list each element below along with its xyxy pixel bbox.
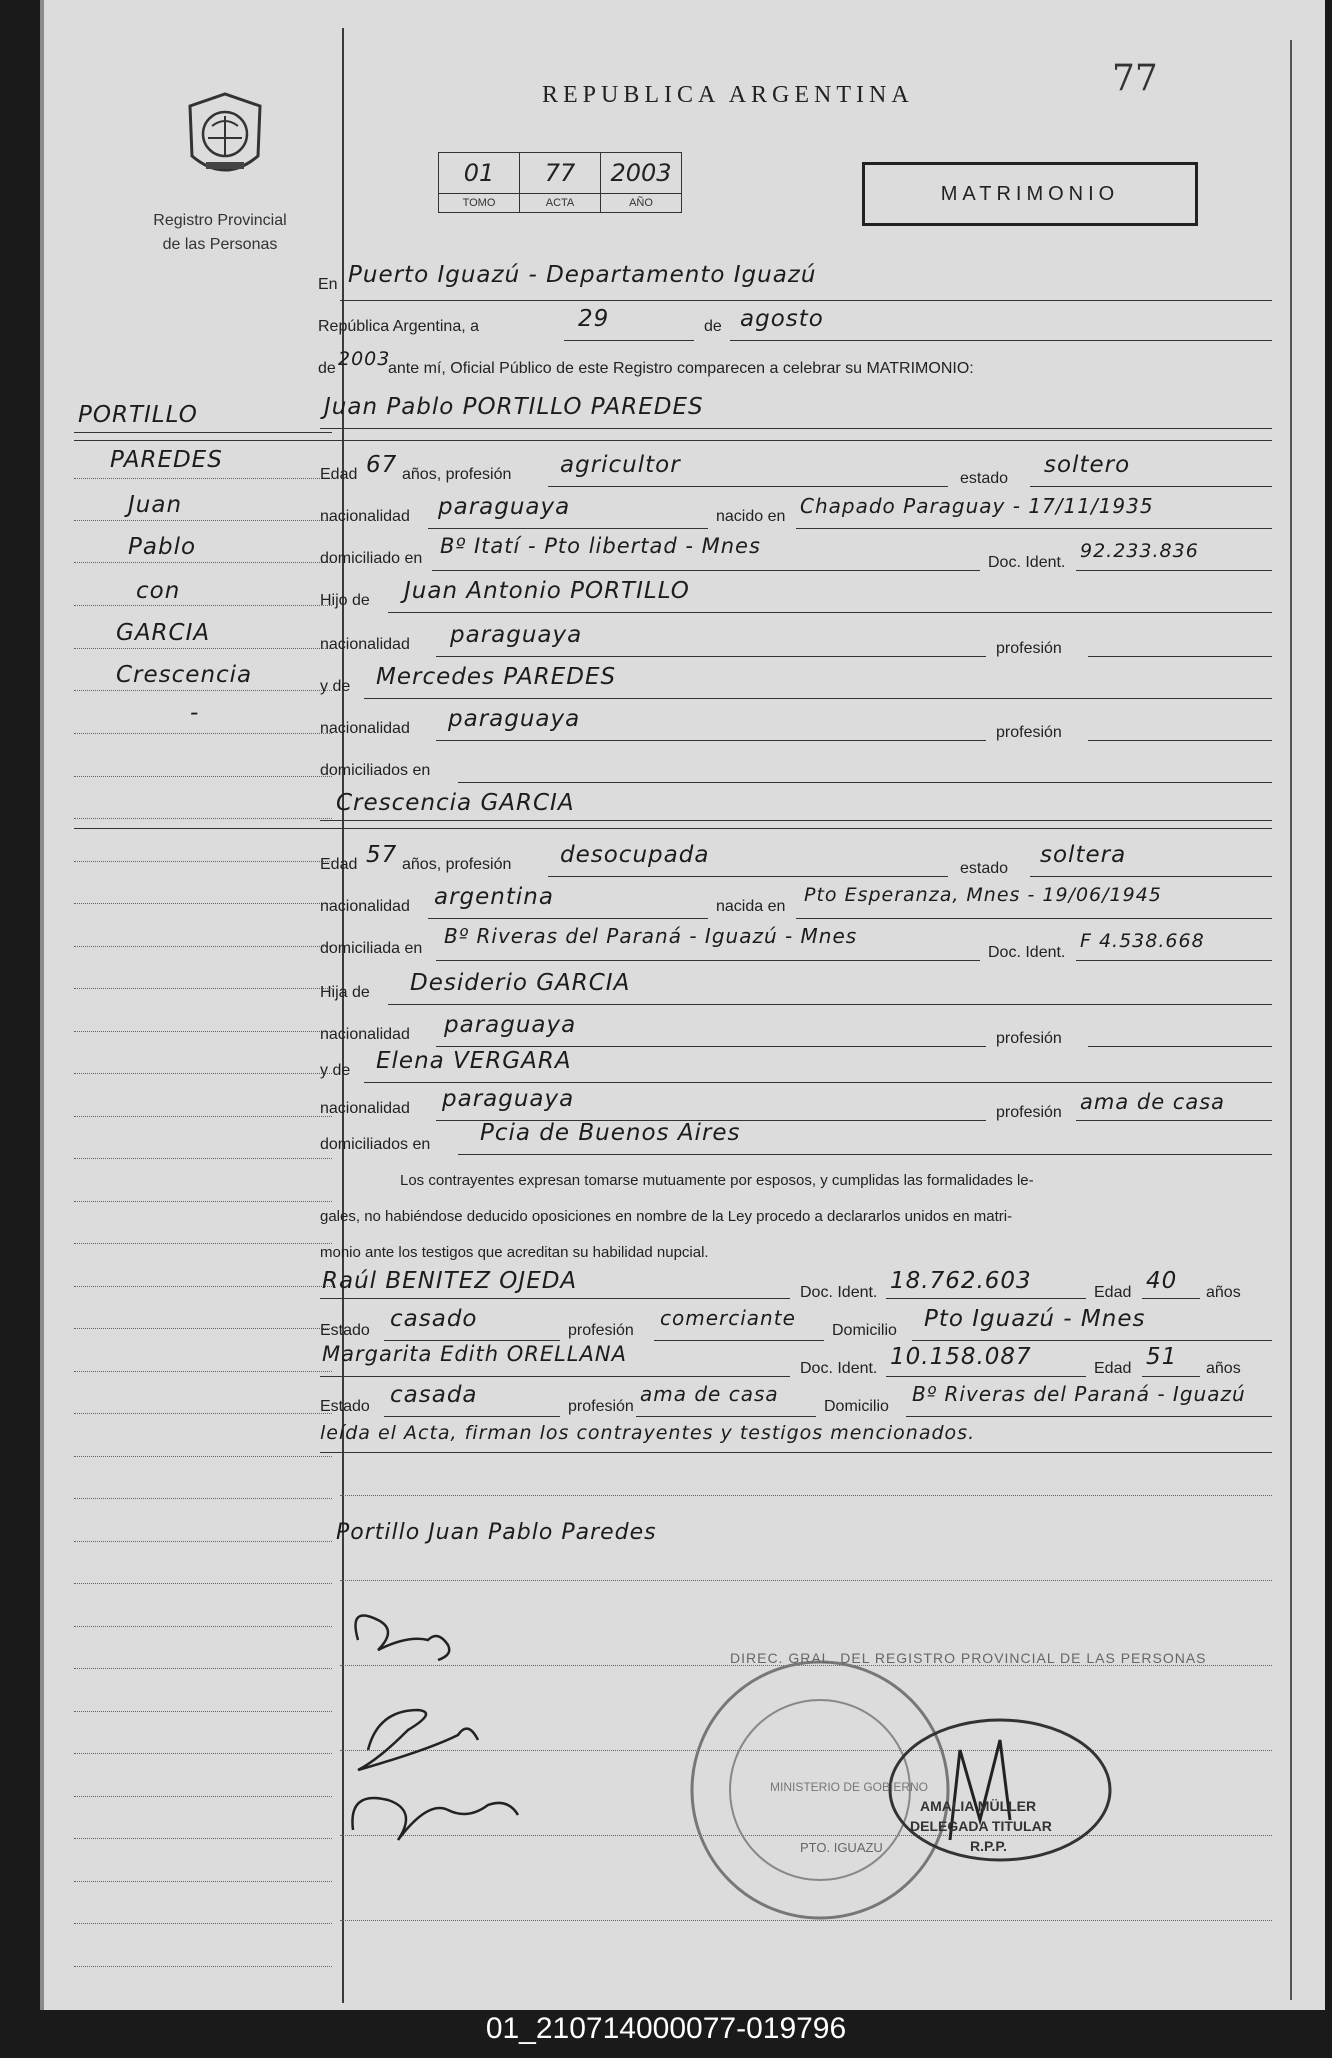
groom-dom-label: domiciliado en: [320, 550, 423, 567]
witness2-profession: ama de casa: [640, 1382, 779, 1406]
bride-anos-label: años, profesión: [402, 856, 512, 873]
witness1-anos-label: años: [1206, 1284, 1241, 1301]
stamp-oval-title: DELEGADA TITULAR: [910, 1818, 1052, 1834]
bride-father: Desiderio GARCIA: [410, 970, 631, 996]
country-title: REPUBLICA ARGENTINA: [542, 82, 914, 108]
witness2-name: Margarita Edith ORELLANA: [322, 1342, 627, 1366]
groom-doc-label: Doc. Ident.: [988, 554, 1066, 571]
acta-label: ACTA: [520, 194, 601, 213]
bride-name: Crescencia GARCIA: [336, 790, 575, 816]
groom-father-nat-label: nacionalidad: [320, 636, 410, 653]
margin-name-6: GARCIA: [116, 620, 211, 646]
bride-profession: desocupada: [560, 842, 710, 868]
intro-statement: ante mí, Oficial Público de este Registro comparecen a celebrar su MATRIMONIO:: [388, 360, 974, 377]
month-value: agosto: [740, 306, 824, 332]
witness2-estado: casada: [390, 1382, 478, 1408]
witness1-prof-label: profesión: [568, 1322, 634, 1339]
en-label: En: [318, 276, 338, 293]
groom-mother-prof-label: profesión: [996, 724, 1062, 741]
margin-name-7: Crescencia: [116, 662, 253, 688]
record-type-box: MATRIMONIO: [862, 162, 1198, 226]
witness2-estado-label: Estado: [320, 1398, 370, 1415]
registry-label-1: Registro Provincial: [153, 212, 287, 229]
bride-parents-dom-label: domiciliados en: [320, 1136, 431, 1153]
stamp-oval-org: R.P.P.: [970, 1838, 1007, 1854]
bride-dom-label: domiciliada en: [320, 940, 423, 957]
witness2-domicile: Bº Riveras del Paraná - Iguazú: [912, 1382, 1246, 1406]
bride-nationality: argentina: [434, 884, 554, 910]
bride-mother-nat-label: nacionalidad: [320, 1100, 410, 1117]
witness1-domicile: Pto Iguazú - Mnes: [924, 1306, 1146, 1332]
bride-nacida-label: nacida en: [716, 898, 786, 915]
groom-signature: Portillo Juan Pablo Paredes: [336, 1520, 657, 1545]
groom-domicile: Bº Itatí - Pto libertad - Mnes: [440, 534, 761, 558]
stamp-inner-text: MINISTERIO DE GOBIERNO: [770, 1780, 929, 1794]
page-number: 77: [1112, 58, 1158, 99]
groom-yde-label: y de: [320, 678, 351, 695]
groom-father-nat: paraguaya: [450, 622, 583, 648]
bride-birth: Pto Esperanza, Mnes - 19/06/1945: [804, 884, 1162, 906]
witness1-profession: comerciante: [660, 1306, 796, 1330]
groom-anos-label: años, profesión: [402, 466, 512, 483]
witness1-doc-label: Doc. Ident.: [800, 1284, 878, 1301]
margin-name-1: PORTILLO: [78, 402, 198, 428]
bride-age: 57: [366, 842, 398, 868]
witness2-age: 51: [1146, 1344, 1178, 1370]
bride-edad-label: Edad: [320, 856, 358, 873]
margin-name-5: con: [136, 578, 181, 604]
witness1-age: 40: [1146, 1268, 1178, 1294]
margin-name-3: Juan: [128, 492, 183, 518]
bride-father-prof-label: profesión: [996, 1030, 1062, 1047]
registry-label-2: de las Personas: [162, 236, 278, 253]
bride-yde-label: y de: [320, 1062, 351, 1079]
bride-estado-label: estado: [960, 860, 1009, 877]
place-value: Puerto Iguazú - Departamento Iguazú: [348, 262, 817, 288]
republica-label: República Argentina, a: [318, 318, 479, 335]
year-value: 2003: [338, 348, 391, 370]
groom-nac-label: nacionalidad: [320, 508, 410, 525]
witness1-edad-label: Edad: [1094, 1284, 1132, 1301]
groom-doc: 92.233.836: [1080, 540, 1199, 562]
acta-value: 77: [520, 153, 601, 194]
margin-name-4: Pablo: [128, 534, 197, 560]
witness2-edad-label: Edad: [1094, 1360, 1132, 1377]
tomo-value: 01: [439, 153, 520, 194]
witness1-dom-label: Domicilio: [832, 1322, 897, 1339]
day-value: 29: [578, 306, 610, 332]
groom-estado-label: estado: [960, 470, 1009, 487]
witness2-doc-label: Doc. Ident.: [800, 1360, 878, 1377]
stamp-city: PTO. IGUAZU: [800, 1840, 883, 1855]
bride-parents-domicile: Pcia de Buenos Aires: [480, 1120, 741, 1146]
groom-father-prof-label: profesión: [996, 640, 1062, 657]
stamp-oval-name: AMALIA MÜLLER: [920, 1798, 1037, 1814]
groom-nacido-label: nacido en: [716, 508, 786, 525]
document-id-footer: 01_210714000077-019796: [485, 2012, 847, 2045]
witness1-name: Raúl BENITEZ OJEDA: [322, 1268, 578, 1294]
page-edge: [40, 0, 44, 2010]
closing-text: leída el Acta, firman los contrayentes y testigos mencionados.: [320, 1422, 976, 1444]
de-label-2: de: [318, 360, 336, 377]
bride-doc: F 4.538.668: [1080, 930, 1205, 952]
bride-mother: Elena VERGARA: [376, 1048, 572, 1074]
groom-age: 67: [366, 452, 398, 478]
groom-edad-label: Edad: [320, 466, 358, 483]
stamp-round-text: DIREC. GRAL. DEL REGISTRO PROVINCIAL DE LAS PERSONAS: [730, 1650, 1207, 1666]
groom-birth: Chapado Paraguay - 17/11/1935: [800, 494, 1154, 518]
margin-name-2: PAREDES: [110, 447, 223, 473]
document-page: [40, 0, 1325, 2010]
bride-mother-prof-label: profesión: [996, 1104, 1062, 1121]
bride-nac-label: nacionalidad: [320, 898, 410, 915]
groom-name: Juan Pablo PORTILLO PAREDES: [324, 394, 704, 420]
record-number-table: [438, 152, 682, 213]
groom-nationality: paraguaya: [438, 494, 571, 520]
bride-domicile: Bº Riveras del Paraná - Iguazú - Mnes: [444, 924, 858, 948]
witness2-dom-label: Domicilio: [824, 1398, 889, 1415]
tomo-label: TOMO: [439, 194, 520, 213]
signature-scribble-icon: [338, 1600, 538, 1860]
groom-mother: Mercedes PAREDES: [376, 664, 617, 690]
ano-value: 2003: [601, 153, 682, 194]
witness2-anos-label: años: [1206, 1360, 1241, 1377]
declaration-line-1: Los contrayentes expresan tomarse mutuamente por esposos, y cumplidas las formalidades le-: [400, 1172, 1034, 1189]
witness1-estado: casado: [390, 1306, 478, 1332]
groom-mother-nat-label: nacionalidad: [320, 720, 410, 737]
bride-father-nat-label: nacionalidad: [320, 1026, 410, 1043]
groom-profession: agricultor: [560, 452, 681, 478]
ano-label: AÑO: [601, 194, 682, 213]
witness1-doc: 18.762.603: [890, 1268, 1032, 1294]
de-label: de: [704, 318, 722, 335]
groom-hijo-label: Hijo de: [320, 592, 370, 609]
bride-estado: soltera: [1040, 842, 1127, 868]
groom-mother-nat: paraguaya: [448, 706, 581, 732]
margin-name-8: -: [190, 700, 200, 726]
declaration-line-2: gales, no habiéndose deducido oposiciones en nombre de la Ley procedo a declararlos unidos en matri-: [320, 1208, 1013, 1225]
right-rule: [1290, 40, 1292, 2000]
bride-mother-prof: ama de casa: [1080, 1090, 1226, 1114]
groom-father: Juan Antonio PORTILLO: [404, 578, 690, 604]
bride-father-nat: paraguaya: [444, 1012, 577, 1038]
groom-parents-dom-label: domiciliados en: [320, 762, 431, 779]
bride-mother-nat: paraguaya: [442, 1086, 575, 1112]
groom-estado: soltero: [1044, 452, 1131, 478]
coat-of-arms-icon: [180, 86, 270, 186]
bride-doc-label: Doc. Ident.: [988, 944, 1066, 961]
witness2-prof-label: profesión: [568, 1398, 634, 1415]
bride-hija-label: Hija de: [320, 984, 370, 1001]
declaration-line-3: monio ante los testigos que acreditan su habilidad nupcial.: [320, 1244, 709, 1261]
witness2-doc: 10.158.087: [890, 1344, 1032, 1370]
witness1-estado-label: Estado: [320, 1322, 370, 1339]
